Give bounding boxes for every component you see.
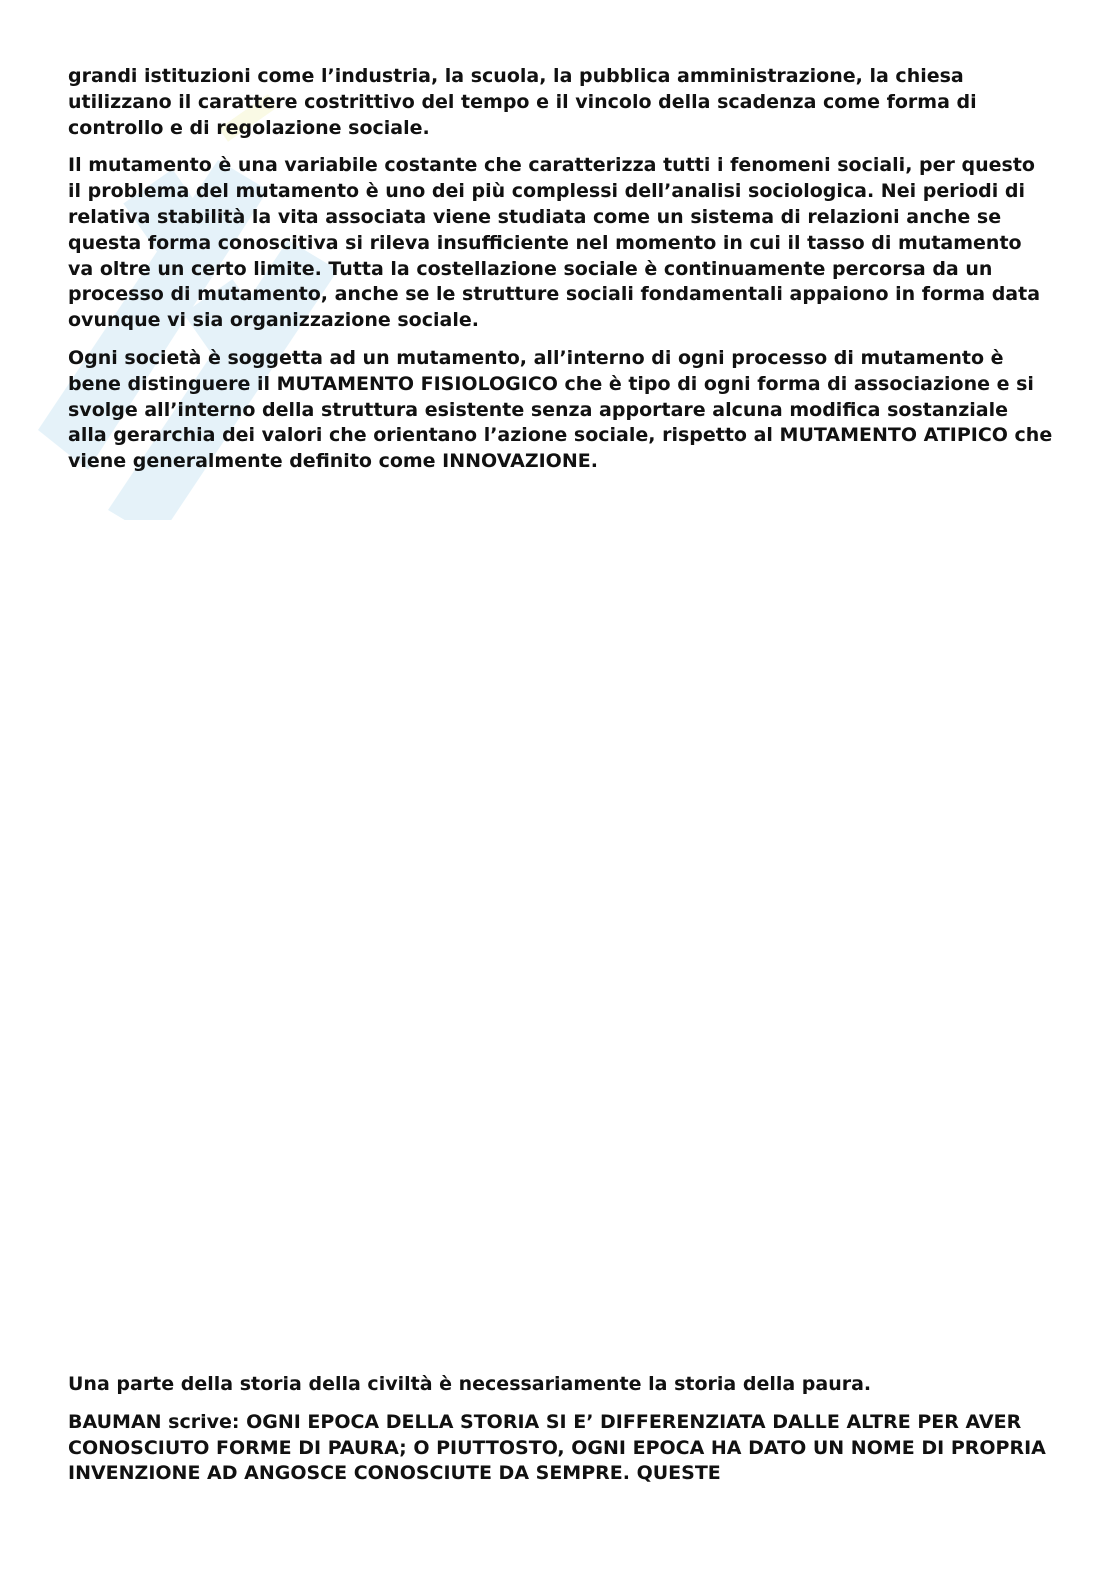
paragraph-istituzioni: grandi istituzioni come l’industria, la scuola, la pubblica amministrazione, la chiesa utilizzano il carattere costrittivo del tempo e il vincolo della scadenza come forma di controllo e di regolazione sociale. <box>68 65 977 139</box>
paragraph-paura: Una parte della storia della civiltà è necessariamente la storia della paura. <box>68 1373 872 1395</box>
paragraph-mutamento: Il mutamento è una variabile costante che caratterizza tutti i fenomeni sociali, per questo il problema del mutamento è uno dei più complessi dell’analisi sociologica. Nei periodi di relativa stabilità la vita associata viene studiata come un sistema di relazioni anche se questa forma conoscitiva si rileva insufficiente nel momento in cui il tasso di mutamento va oltre un certo limite. Tutta la costellazione sociale è continuamente percorsa da un processo di mutamento, anche se le strutture sociali fondamentali appaiono in forma data ovunque vi sia organizzazione sociale. <box>68 154 1041 332</box>
paragraph-bauman: BAUMAN scrive: OGNI EPOCA DELLA STORIA SI E’ DIFFERENZIATA DALLE ALTRE PER AVER CONOSCIUTO FORME DI PAURA; O PIUTTOSTO, OGNI EPOCA HA DATO UN NOME DI PROPRIA INVENZIONE AD ANGOSCE CONOSCIUTE DA SEMPRE. QUESTE <box>68 1410 1046 1485</box>
document-footer-text <box>68 1372 1053 1499</box>
paragraph-societa: Ogni società è soggetta ad un mutamento, all’interno di ogni processo di mutamento è bene distinguere il MUTAMENTO FISIOLOGICO che è tipo di ogni forma di associazione e si svolge all’interno della struttura esistente senza apportare alcuna modifica sostanziale alla gerarchia dei valori che orientano l’azione sociale, rispetto al MUTAMENTO ATIPICO che viene generalmente definito come INNOVAZIONE. <box>68 346 1053 473</box>
document-body <box>68 64 1053 487</box>
